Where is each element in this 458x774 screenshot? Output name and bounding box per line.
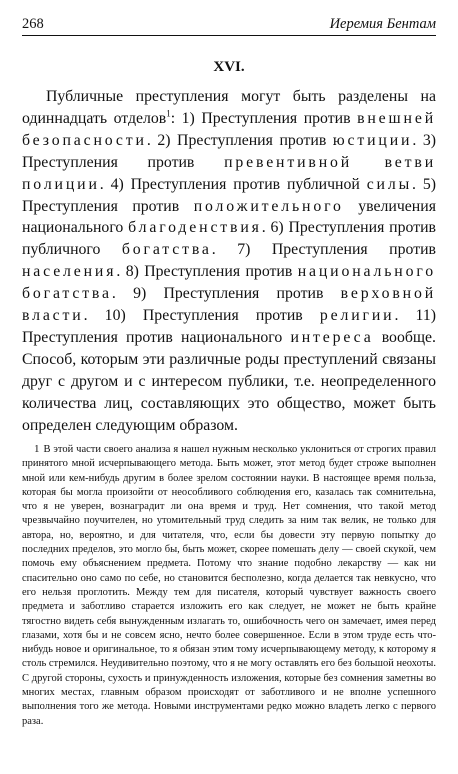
text-segment: . 7) Преступления против: [211, 241, 436, 259]
text-segment: . 9) Преступления против: [111, 285, 341, 303]
chapter-heading: XVI.: [213, 59, 245, 75]
text-segment: . 5) Преступления против: [22, 175, 436, 215]
text-segment: вообще. Способ, которым эти различные роды преступлений связаны друг с другом и с интересом публики, т.е. неопределенного количества лиц, составляющих это общество, может быть определен следующим образом.: [22, 328, 436, 434]
emphasized-term: верховной власти: [22, 285, 436, 325]
text-segment: . 11) Преступления против национального: [22, 307, 436, 346]
page-number: 268: [22, 16, 44, 32]
text-segment: увеличения национального: [22, 197, 436, 237]
book-page: [22, 14, 436, 764]
text-segment: . 4) Преступления против публичной: [99, 175, 367, 193]
emphasized-term: благоденствия: [128, 219, 262, 237]
footnote-reference: 1: [166, 108, 171, 119]
text-segment: . 2) Преступления против: [146, 131, 333, 149]
emphasized-term: юстиции: [332, 131, 413, 149]
emphasized-term: религии: [319, 307, 395, 325]
emphasized-term: внешней безопасности: [22, 109, 436, 149]
page-header: [22, 14, 436, 34]
text-segment: . 10) Преступления против: [83, 307, 320, 325]
text-segment: . 6) Преступления против публичного: [22, 219, 436, 259]
text-segment: . 8) Преступления против: [116, 263, 298, 281]
text-segment: Публичные преступления могут быть разделены на одиннадцать отделов: [22, 88, 436, 127]
text-segment: . 3) Преступления против: [22, 131, 436, 171]
emphasized-term: интереса: [290, 328, 374, 346]
emphasized-term: национального богатства: [22, 263, 436, 303]
footnote: [22, 442, 436, 729]
footnote-marker: 1: [34, 443, 40, 455]
emphasized-term: силы: [366, 175, 413, 193]
emphasized-term: превентивной ветви полиции: [22, 153, 436, 193]
emphasized-term: населения: [22, 263, 117, 281]
footnote-text: В этой части своего анализа я нашел нужным несколько уклониться от строгих правил принятого мной исчерпывающего метода. Быть может, этот метод будет строже выполнен мной или кем-нибудь другим в более зрелом состоянии науки. В настоящее время польза, которая бы могла произойти от неособливого соблюдения его, казалась так сомнительна, что я не уверен, вознаградит ли она время и труд. Нет сомнения, что такой метод чрезвычайно поучителен, но утомительный труд следить за ним так велик, не только для автора, но, вероятно, и для читателя, что, если бы довести эту первую попытку до последних пределов, это могло бы, быть может, скорее помешать делу — своей скукой, чем помочь ему объяснением предмета. Потому что знание подобно лекарству — как ни спасительно оно само по себе, но становится бесполезно, когда делается так невкусно, что его нельзя проглотить. Между тем для писателя, который чувствует важность своего предмета и заботливо старается изложить его как следует, не может не быть крайне тягостно видеть себя вынужденным излагать то, ошибочность чего он замечает, имея перед глазами, хотя бы и не совсем ясно, нечто более совершенное. Если в этом труде есть что-нибудь новое и оригинальное, то я обязан этим тому исчерпывающему методу, к которому я столь стремился. Неудивительно поэтому, что я не могу оставлять его без большой неохоты. С другой стороны, сухость и принужденность изложения, которые без сомнения заметны во многих местах, главным образом происходят от заботливого и не вполне успешного выполнения того же метода. Новыми инструментами редко можно владеть легко с первого раза.: [22, 444, 436, 727]
header-rule: [22, 35, 436, 36]
emphasized-term: положительного: [193, 197, 344, 215]
text-segment: : 1) Преступления против: [170, 109, 358, 127]
emphasized-term: богатства: [121, 241, 212, 259]
running-title: Иеремия Бентам: [329, 16, 436, 32]
main-paragraph: [22, 86, 436, 437]
